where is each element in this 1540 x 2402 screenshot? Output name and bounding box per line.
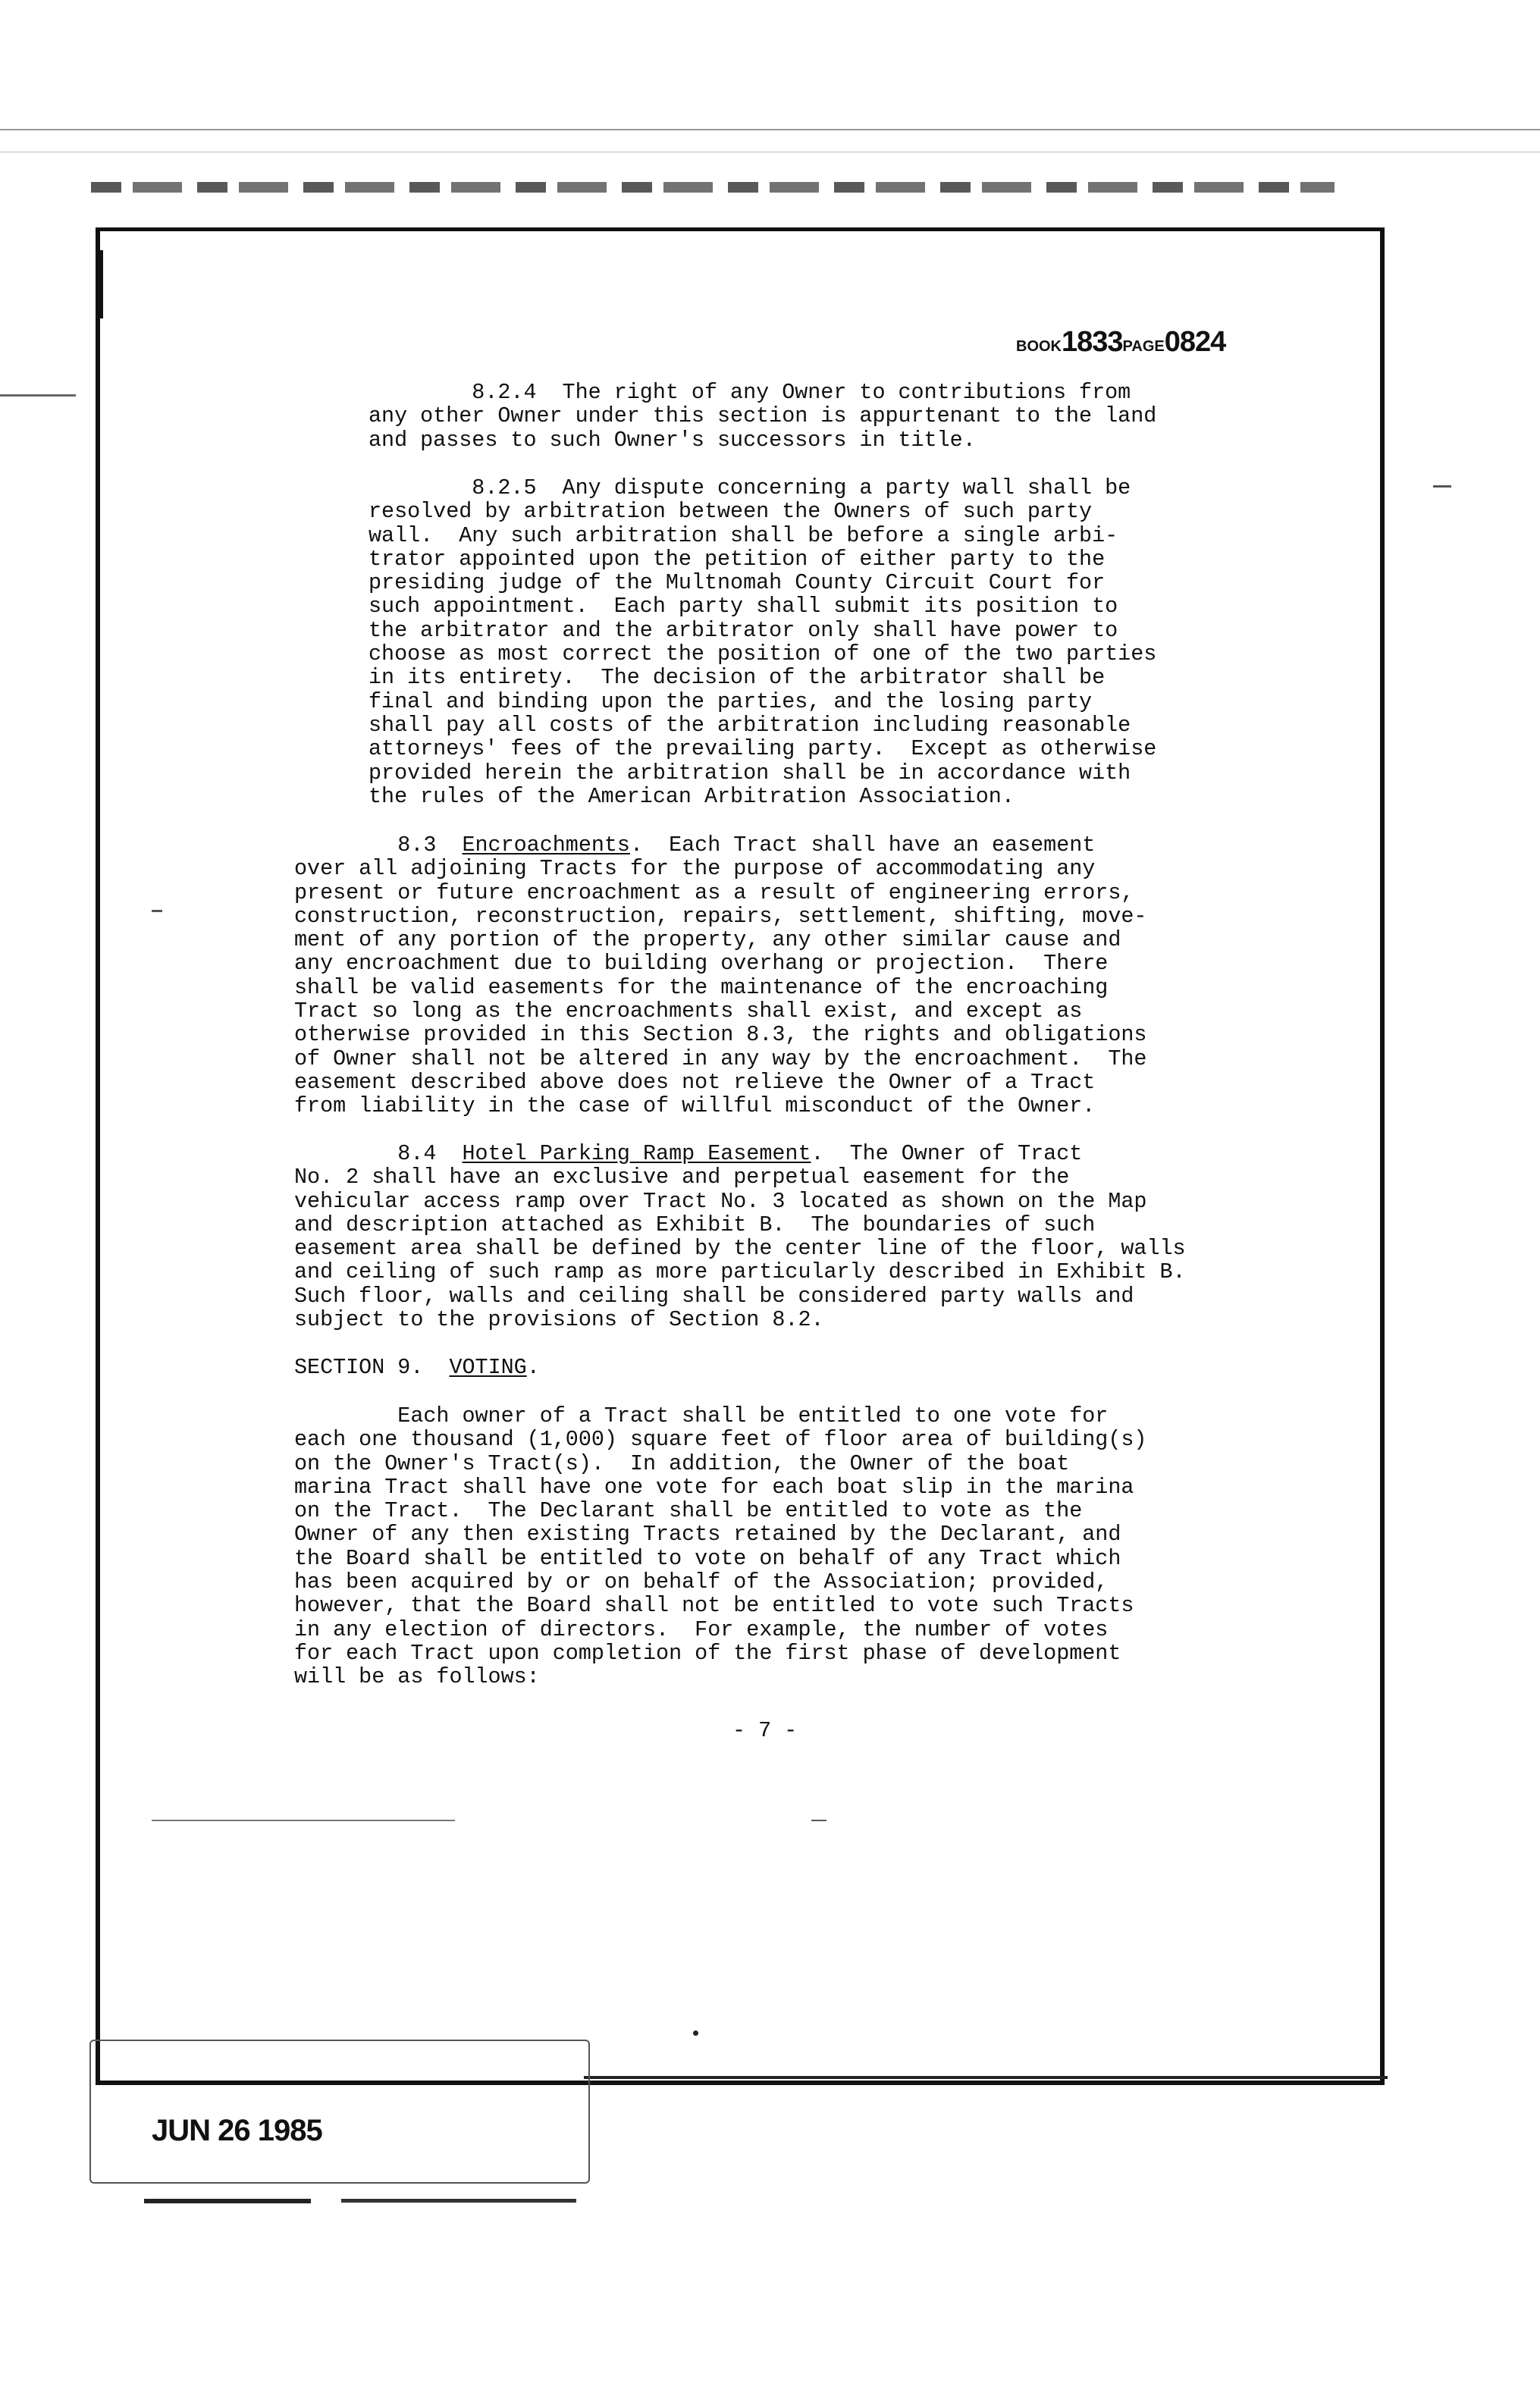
text-line: in any election of directors. For example, the number of votes bbox=[294, 1616, 1109, 1642]
book-label: BOOK bbox=[1016, 338, 1062, 355]
margin-mark bbox=[584, 2076, 1388, 2079]
text-line: present or future encroachment as a result of engineering errors, bbox=[294, 880, 1134, 905]
text-line: and description attached as Exhibit B. The boundaries of such bbox=[294, 1212, 1096, 1237]
text-line: easement area shall be defined by the center line of the floor, walls bbox=[294, 1236, 1186, 1262]
text-line: on the Tract. The Declarant shall be entitled to vote as the bbox=[294, 1498, 1083, 1524]
text-fragment: 8.4 bbox=[294, 1141, 463, 1166]
section-heading-voting: VOTING bbox=[449, 1355, 527, 1380]
text-line: shall pay all costs of the arbitration including reasonable bbox=[369, 712, 1131, 738]
section-9-heading bbox=[294, 1356, 540, 1379]
paragraph-8-4 bbox=[294, 1142, 1186, 1331]
scan-dot bbox=[693, 2030, 698, 2036]
text-line: Tract so long as the encroachments shall exist, and except as bbox=[294, 999, 1083, 1024]
margin-mark bbox=[1433, 485, 1451, 488]
text-line: the Board shall be entitled to vote on behalf of any Tract which bbox=[294, 1545, 1121, 1571]
text-line: Each owner of a Tract shall be entitled to one vote for bbox=[294, 1403, 1109, 1428]
text-fragment: SECTION 9. bbox=[294, 1355, 450, 1380]
scan-edge-line-top bbox=[0, 129, 1540, 130]
text-line: has been acquired by or on behalf of the Association; provided, bbox=[294, 1569, 1109, 1595]
text-line: of Owner shall not be altered in any way by the encroachment. The bbox=[294, 1046, 1147, 1071]
text-line bbox=[294, 1142, 1186, 1165]
book-page-reference bbox=[1016, 326, 1225, 359]
section-heading-hotel-parking-ramp-easement: Hotel Parking Ramp Easement bbox=[462, 1141, 811, 1166]
text-line: any encroachment due to building overhang or projection. There bbox=[294, 951, 1109, 977]
text-line: however, that the Board shall not be entitled to vote such Tracts bbox=[294, 1593, 1134, 1619]
text-line: 8.2.5 Any dispute concerning a party wall shall be bbox=[369, 475, 1131, 500]
text-line: from liability in the case of willful misconduct of the Owner. bbox=[294, 1093, 1096, 1119]
text-line: and ceiling of such ramp as more particularly described in Exhibit B. bbox=[294, 1259, 1186, 1285]
received-date-stamp: JUN 26 1985 bbox=[152, 2114, 322, 2147]
text-line: in its entirety. The decision of the arbitrator shall be bbox=[369, 665, 1106, 691]
text-line: and passes to such Owner's successors in title. bbox=[369, 427, 976, 453]
text-line: the arbitrator and the arbitrator only shall have power to bbox=[369, 617, 1118, 643]
text-line: ment of any portion of the property, any other similar cause and bbox=[294, 927, 1121, 953]
margin-mark bbox=[152, 1820, 455, 1821]
paragraph-8-2-5 bbox=[369, 476, 1156, 808]
scan-edge-mark bbox=[97, 250, 103, 318]
text-line bbox=[294, 833, 1146, 857]
text-line: for each Tract upon completion of the first phase of development bbox=[294, 1640, 1121, 1666]
page-label: PAGE bbox=[1122, 338, 1165, 355]
text-fragment: . bbox=[526, 1355, 540, 1380]
text-line: marina Tract shall have one vote for each boat slip in the marina bbox=[294, 1474, 1134, 1500]
text-line: the rules of the American Arbitration Association. bbox=[369, 783, 1015, 809]
book-number: 1833 bbox=[1062, 326, 1123, 358]
text-line: easement described above does not relieve the Owner of a Tract bbox=[294, 1069, 1096, 1095]
text-line: shall be valid easements for the maintenance of the encroaching bbox=[294, 974, 1109, 1000]
scan-smudge bbox=[91, 182, 1335, 193]
text-line: wall. Any such arbitration shall be before a single arbi- bbox=[369, 522, 1118, 548]
text-fragment: . Each Tract shall have an easement bbox=[629, 833, 1096, 858]
margin-mark bbox=[0, 394, 76, 397]
text-line: vehicular access ramp over Tract No. 3 located as shown on the Map bbox=[294, 1188, 1147, 1214]
margin-mark bbox=[811, 1820, 826, 1821]
text-line: construction, reconstruction, repairs, settlement, shifting, move- bbox=[294, 903, 1147, 929]
text-line: choose as most correct the position of one of the two parties bbox=[369, 641, 1157, 667]
text-line: will be as follows: bbox=[294, 1664, 540, 1690]
text-line: provided herein the arbitration shall be in accordance with bbox=[369, 760, 1131, 786]
page-number: - 7 - bbox=[732, 1718, 798, 1743]
text-line: attorneys' fees of the prevailing party. Except as otherwise bbox=[369, 736, 1157, 762]
text-line: resolved by arbitration between the Owners of such party bbox=[369, 499, 1093, 525]
paragraph-8-2-4 bbox=[369, 381, 1156, 452]
margin-mark bbox=[144, 2199, 311, 2203]
paragraph-8-3 bbox=[294, 833, 1146, 1118]
page-ref-number: 0824 bbox=[1164, 326, 1226, 358]
text-fragment: 8.3 bbox=[294, 833, 463, 858]
text-line: trator appointed upon the petition of either party to the bbox=[369, 546, 1106, 572]
text-line: each one thousand (1,000) square feet of floor area of building(s) bbox=[294, 1427, 1147, 1453]
text-line: 8.2.4 The right of any Owner to contributions from bbox=[369, 380, 1131, 405]
text-line: Such floor, walls and ceiling shall be considered party walls and bbox=[294, 1283, 1134, 1309]
section-heading-encroachments: Encroachments bbox=[462, 833, 630, 858]
text-line: otherwise provided in this Section 8.3, the rights and obligations bbox=[294, 1022, 1147, 1048]
text-line: any other Owner under this section is appurtenant to the land bbox=[369, 403, 1157, 429]
text-line: on the Owner's Tract(s). In addition, the Owner of the boat bbox=[294, 1450, 1070, 1476]
text-line: presiding judge of the Multnomah County Circuit Court for bbox=[369, 570, 1106, 596]
stamp-box bbox=[89, 2040, 590, 2184]
text-line: subject to the provisions of Section 8.2. bbox=[294, 1307, 824, 1333]
margin-mark bbox=[341, 2199, 576, 2203]
text-line: No. 2 shall have an exclusive and perpetual easement for the bbox=[294, 1165, 1070, 1190]
text-line: Owner of any then existing Tracts retained by the Declarant, and bbox=[294, 1522, 1121, 1548]
text-fragment: . The Owner of Tract bbox=[811, 1141, 1083, 1166]
paragraph-voting bbox=[294, 1404, 1146, 1689]
text-line: final and binding upon the parties, and the losing party bbox=[369, 688, 1093, 714]
margin-mark bbox=[152, 910, 162, 912]
text-line: such appointment. Each party shall submit its position to bbox=[369, 594, 1118, 619]
text-line: over all adjoining Tracts for the purpose of accommodating any bbox=[294, 856, 1096, 882]
